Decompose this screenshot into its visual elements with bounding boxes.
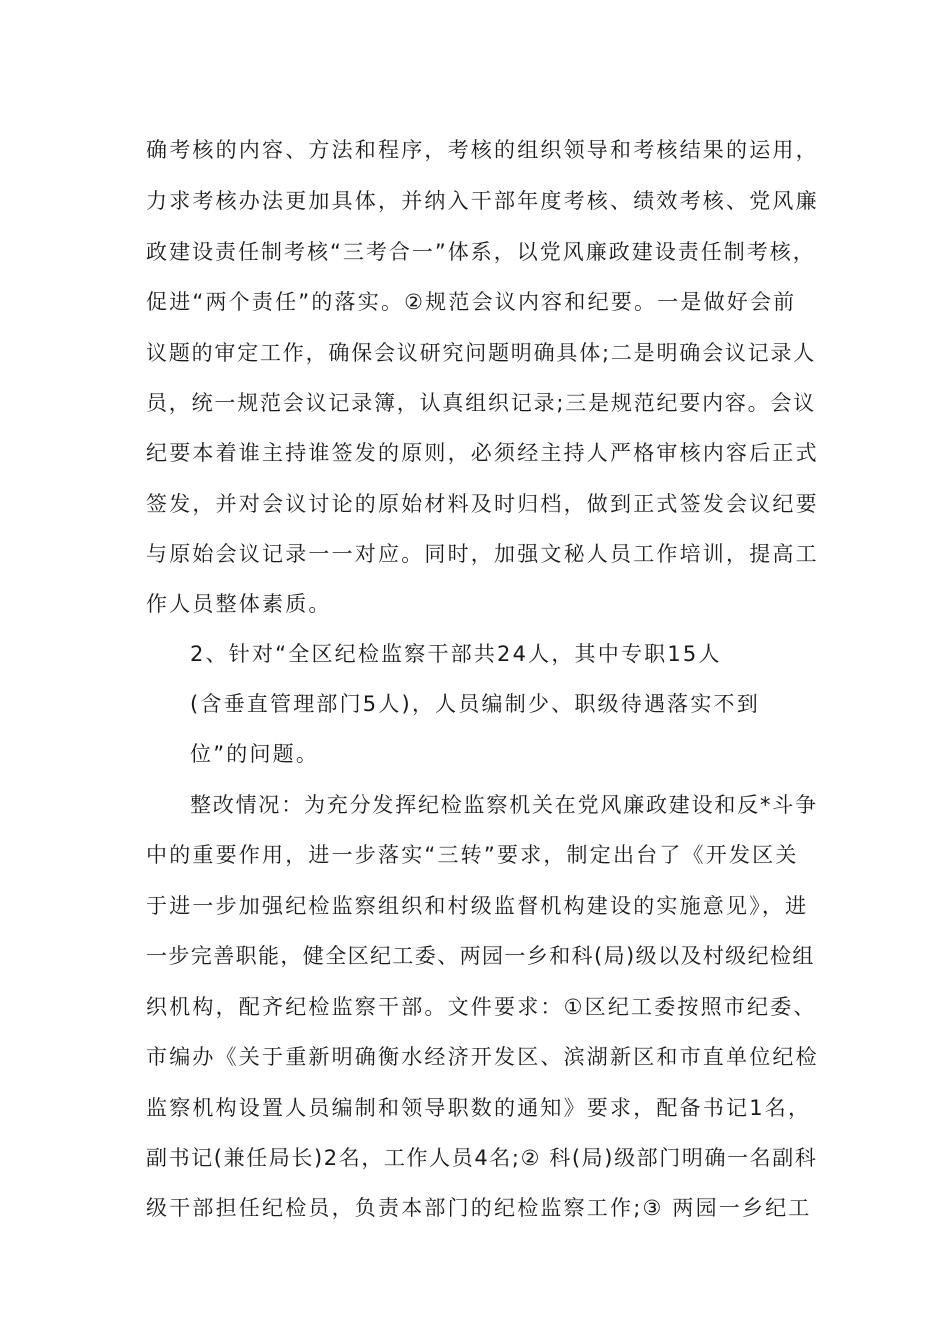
body-text-line: 监察机构设置人员编制和领导职数的通知》要求，配备书记1名，: [146, 1096, 812, 1120]
body-text-line: 级干部担任纪检员，负责本部门的纪检监察工作;③ 两园一乡纪工: [146, 1196, 812, 1220]
body-text-line: 一步完善职能，健全区纪工委、两园一乡和科(局)级以及村级纪检组: [146, 944, 815, 968]
list-item-heading: 位”的问题。: [190, 742, 320, 766]
body-text-line: 市编办《关于重新明确衡水经济开发区、滨湖新区和市直单位纪检: [146, 1045, 819, 1069]
body-text-line: 于进一步加强纪检监察组织和村级监督机构建设的实施意见》，进: [146, 894, 809, 918]
body-text-line: 副书记(兼任局长)2名，工作人员4名;② 科(局)级部门明确一名副科: [146, 1146, 818, 1170]
body-text-line: 促进“两个责任”的落实。②规范会议内容和纪要。一是做好会前: [146, 290, 797, 314]
body-text-line: 员，统一规范会议记录簿，认真组织记录;三是规范纪要内容。会议: [146, 391, 817, 415]
body-text-line: 政建设责任制考核“三考合一”体系，以党风廉政建设责任制考核，: [146, 240, 816, 264]
list-item-heading: 2、针对“全区纪检监察干部共24人，其中专职15人: [190, 642, 722, 666]
body-text-line: 签发，并对会议讨论的原始材料及时归档，做到正式签发会议纪要: [146, 492, 819, 516]
body-text-line: 与原始会议记录一一对应。同时，加强文秘人员工作培训，提高工: [146, 542, 819, 566]
body-text-line: 作人员整体素质。: [146, 592, 332, 616]
body-text-line: 纪要本着谁主持谁签发的原则，必须经主持人严格审核内容后正式: [146, 441, 819, 465]
body-text-line: 整改情况：为充分发挥纪检监察机关在党风廉政建设和反*斗争: [190, 793, 818, 817]
body-text-line: 确考核的内容、方法和程序，考核的组织领导和考核结果的运用，: [146, 138, 819, 162]
body-text-line: 中的重要作用，进一步落实“三转”要求，制定出台了《开发区关: [146, 843, 799, 867]
list-item-heading: (含垂直管理部门5人)，人员编制少、职级待遇落实不到: [190, 692, 760, 716]
body-text-line: 力求考核办法更加具体，并纳入干部年度考核、绩效考核、党风廉: [146, 189, 819, 213]
body-text-line: 织机构，配齐纪检监察干部。文件要求：①区纪工委按照市纪委、: [146, 995, 817, 1019]
body-text-line: 议题的审定工作，确保会议研究问题明确具体;二是明确会议记录人: [146, 341, 817, 365]
